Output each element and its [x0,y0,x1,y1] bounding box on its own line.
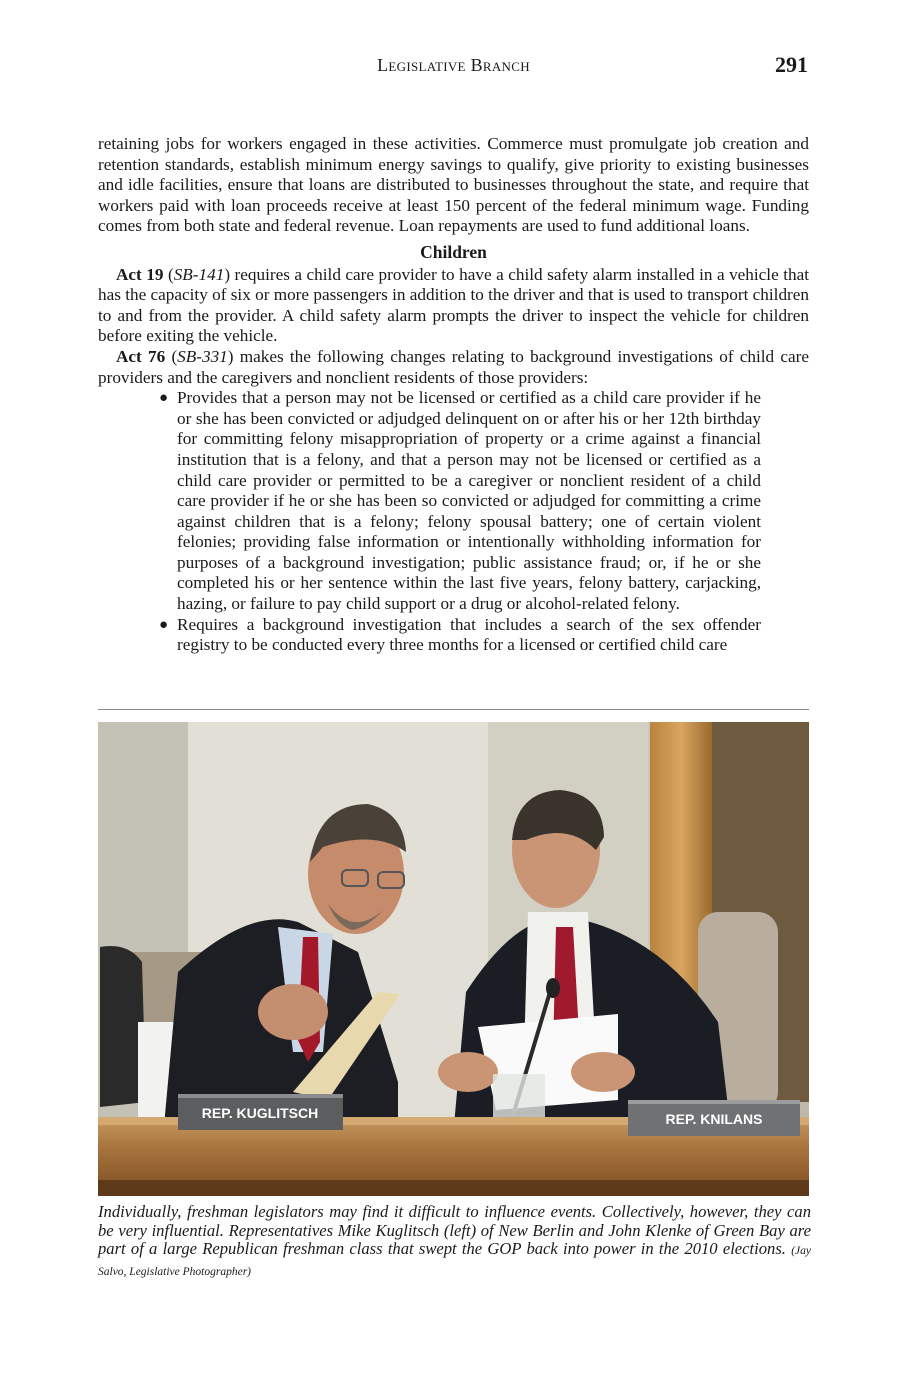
bullet-item: ● Provides that a person may not be licensed or certified as a child care provider if he or she has been convicted or adjudged delinquent on or after his or her 12th birthday for committing felony misappropriation of property or a crime against a financial institution that is a felony, and that a person may not be licensed or certified as a child care provider or permitted to be a caregiver or nonclient resident of a child care provider if he or she has been so convicted or adjudged for committing a crime against children that is a felony; felony spousal battery; one of certain violent felonies; providing false information or intentionally withholding information for purposes of a background investigation; public assistance fraud; or, if he or she completed his or her sentence within the last five years, felony battery, carjacking, hazing, or failure to pay child support or a drug or alcohol-related felony. [159,388,761,614]
photo-caption [98,1203,811,1281]
act19-bill: SB-141 [173,264,225,284]
act76-label: Act 76 [116,346,166,366]
divider-rule [98,709,809,710]
bullet-icon: ● [159,616,169,633]
bullet-item: ● Requires a background investigation that includes a search of the sex offender registry to be conducted every three months for a licensed or certified child care [159,614,761,655]
section-heading: Children [420,241,487,262]
act76-text: ) makes the following changes relating to background investigations of child care providers and the caregivers and nonclient residents of those providers: [98,346,809,387]
act19-paragraph: Act 19 (SB-141) requires a child care provider to have a child safety alarm installed in a vehicle that has the capacity of six or more passengers in addition to the driver and that is used to transport children to and from the provider. A child safety alarm prompts the driver to inspect the vehicle for children before exiting the vehicle. [98,264,809,346]
act76-bill: SB-331 [177,346,228,366]
act19-text: ) requires a child care provider to have a child safety alarm installed in a vehicle that has the capacity of six or more passengers in addition to the driver and that is used to transport children to and from the provider. A child safety alarm prompts the driver to inspect the vehicle for children before exiting the vehicle. [98,264,809,346]
body-text [98,134,809,656]
act76-paragraph: Act 76 (SB-331) makes the following changes relating to background investigations of child care providers and the caregivers and nonclient residents of those providers: [98,346,809,387]
intro-paragraph: retaining jobs for workers engaged in these activities. Commerce must promulgate job creation and retention standards, establish minimum energy savings to qualify, give priority to existing businesses and idle facilities, ensure that loans are distributed to businesses throughout the state, and require that workers paid with loan proceeds receive at least 150 percent of the federal minimum wage. Funding comes from both state and federal revenue. Loan repayments are used to fund additional loans. [98,134,809,236]
bullet-icon: ● [159,390,169,407]
act19-label: Act 19 [116,264,164,284]
page-number: 291 [775,52,808,77]
legislators-photo [98,722,809,1196]
photo-credit: (Jay Salvo, Legislative Photographer) [98,1245,811,1278]
bullet-list [98,388,761,656]
nameplate-left: REP. KUGLITSCH [201,1105,319,1121]
caption-text: Individually, freshman legislators may find it difficult to influence events. Collectively, however, they can be very influential. Representatives Mike Kuglitsch (left) of New Berlin and John Klenke of Green Bay are part of a large Republican freshman class that swept the GOP back into power in the 2010 elections. [98,1202,811,1259]
running-header: Legislative Branch [377,55,530,75]
nameplate-right: REP. KNILANS [665,1111,763,1127]
